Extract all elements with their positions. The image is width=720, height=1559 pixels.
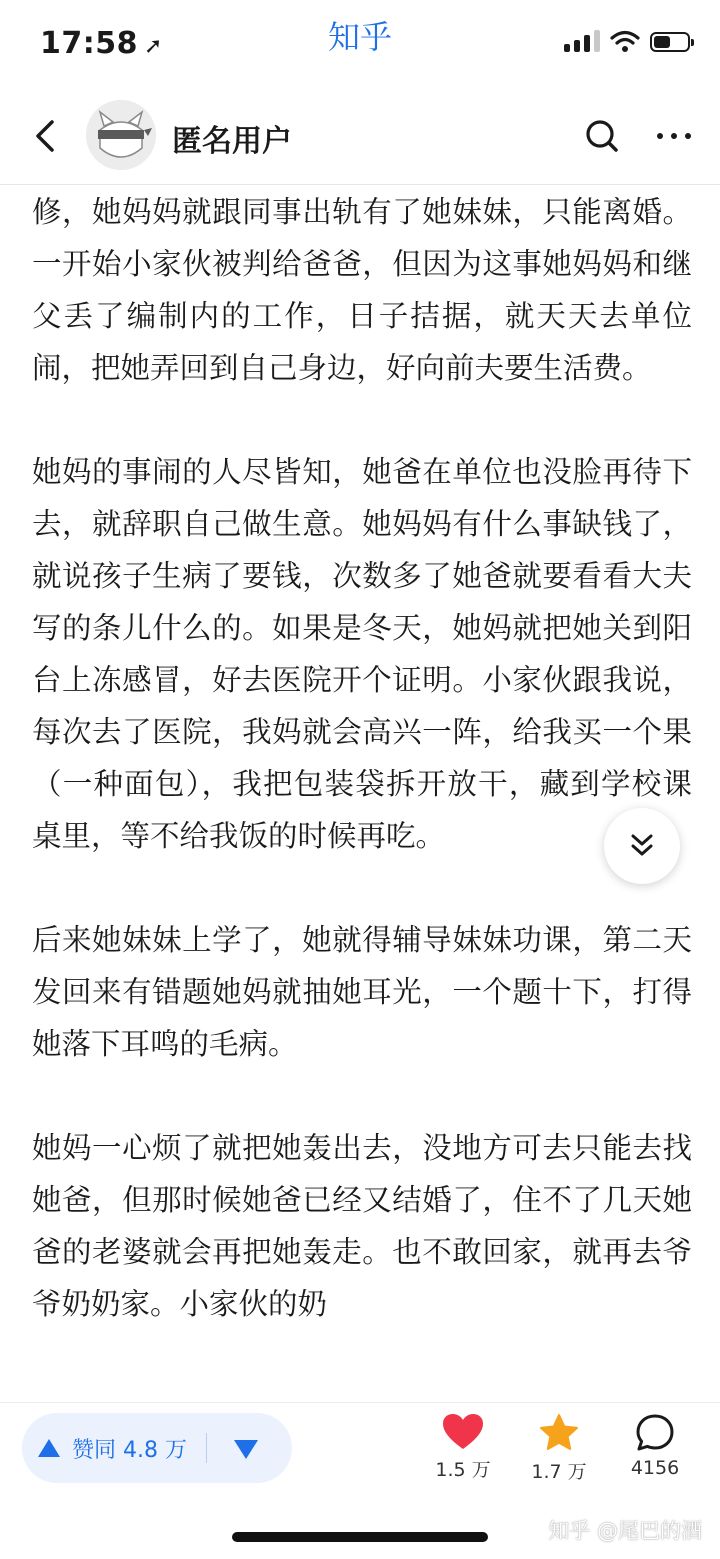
like-count: 1.5 万	[435, 1459, 491, 1481]
status-bar	[0, 0, 720, 90]
app-name: 知乎	[327, 18, 392, 56]
upvote-label: 赞同 4.8 万	[72, 1437, 187, 1463]
avatar[interactable]	[86, 100, 156, 170]
anonymous-avatar-icon	[86, 100, 156, 170]
signal-icon	[564, 30, 600, 52]
favorite-count: 1.7 万	[531, 1461, 587, 1483]
downvote-button[interactable]	[232, 1435, 260, 1463]
comment-button[interactable]	[610, 1413, 700, 1479]
wifi-icon	[610, 30, 640, 52]
vote-divider	[206, 1433, 207, 1463]
triangle-up-icon	[36, 1437, 62, 1459]
favorite-button[interactable]	[514, 1413, 604, 1484]
paragraph: 她妈一心烦了就把她轰出去，没地方可去只能去找她爸，但那时候她爸已经又结婚了，住不了几天她爸的老婆就会再把她轰走。也不敢回家，就再去爷爷奶奶家。小家伙的奶	[32, 1131, 692, 1321]
like-button[interactable]	[418, 1413, 508, 1482]
heart-icon	[442, 1413, 484, 1451]
battery-icon	[650, 32, 690, 52]
more-options-icon[interactable]	[654, 116, 694, 156]
scroll-down-button[interactable]	[604, 808, 680, 884]
comment-count: 4156	[630, 1457, 680, 1479]
answer-content	[32, 184, 692, 1402]
watermark: 知乎 @尾巴的酒	[548, 1519, 702, 1543]
status-icons	[564, 30, 690, 52]
star-icon	[538, 1413, 580, 1453]
comment-bubble-icon	[634, 1413, 676, 1453]
username[interactable]: 匿名用户	[172, 124, 292, 159]
upvote-button[interactable]	[36, 1413, 187, 1483]
paragraph: 后来她妹妹上学了，她就得辅导妹妹功课，第二天发回来有错题她妈就抽她耳光，一个题十下，打得她落下耳鸣的毛病。	[32, 923, 692, 1061]
vote-pill	[22, 1413, 292, 1483]
double-chevron-down-icon	[626, 830, 658, 862]
location-arrow-icon: ➚	[144, 34, 163, 59]
status-time-text: 17:58	[40, 26, 138, 61]
nav-bar	[0, 90, 720, 185]
paragraph: 修，她妈妈就跟同事出轨有了她妹妹，只能离婚。一开始小家伙被判给爸爸，但因为这事她妈妈和继父丢了编制内的工作，日子拮据，就天天去单位闹，把她弄回到自己身边，好向前夫要生活费。	[32, 195, 692, 385]
back-arrow-icon[interactable]	[28, 116, 68, 156]
paragraph: 她妈的事闹的人尽皆知，她爸在单位也没脸再待下去，就辞职自己做生意。她妈妈有什么事缺钱了，就说孩子生病了要钱，次数多了她爸就要看看大夫写的条儿什么的。如果是冬天，她妈就把她关到阳台上冻感冒，好去医院开个证明。小家伙跟我说，每次去了医院，我妈就会高兴一阵，给我买一个果（一种面包），我把包装袋拆开放干，藏到学校课桌里，等不给我饭的时候再吃。	[32, 455, 692, 853]
home-indicator[interactable]	[232, 1532, 488, 1542]
search-icon[interactable]	[582, 116, 622, 156]
